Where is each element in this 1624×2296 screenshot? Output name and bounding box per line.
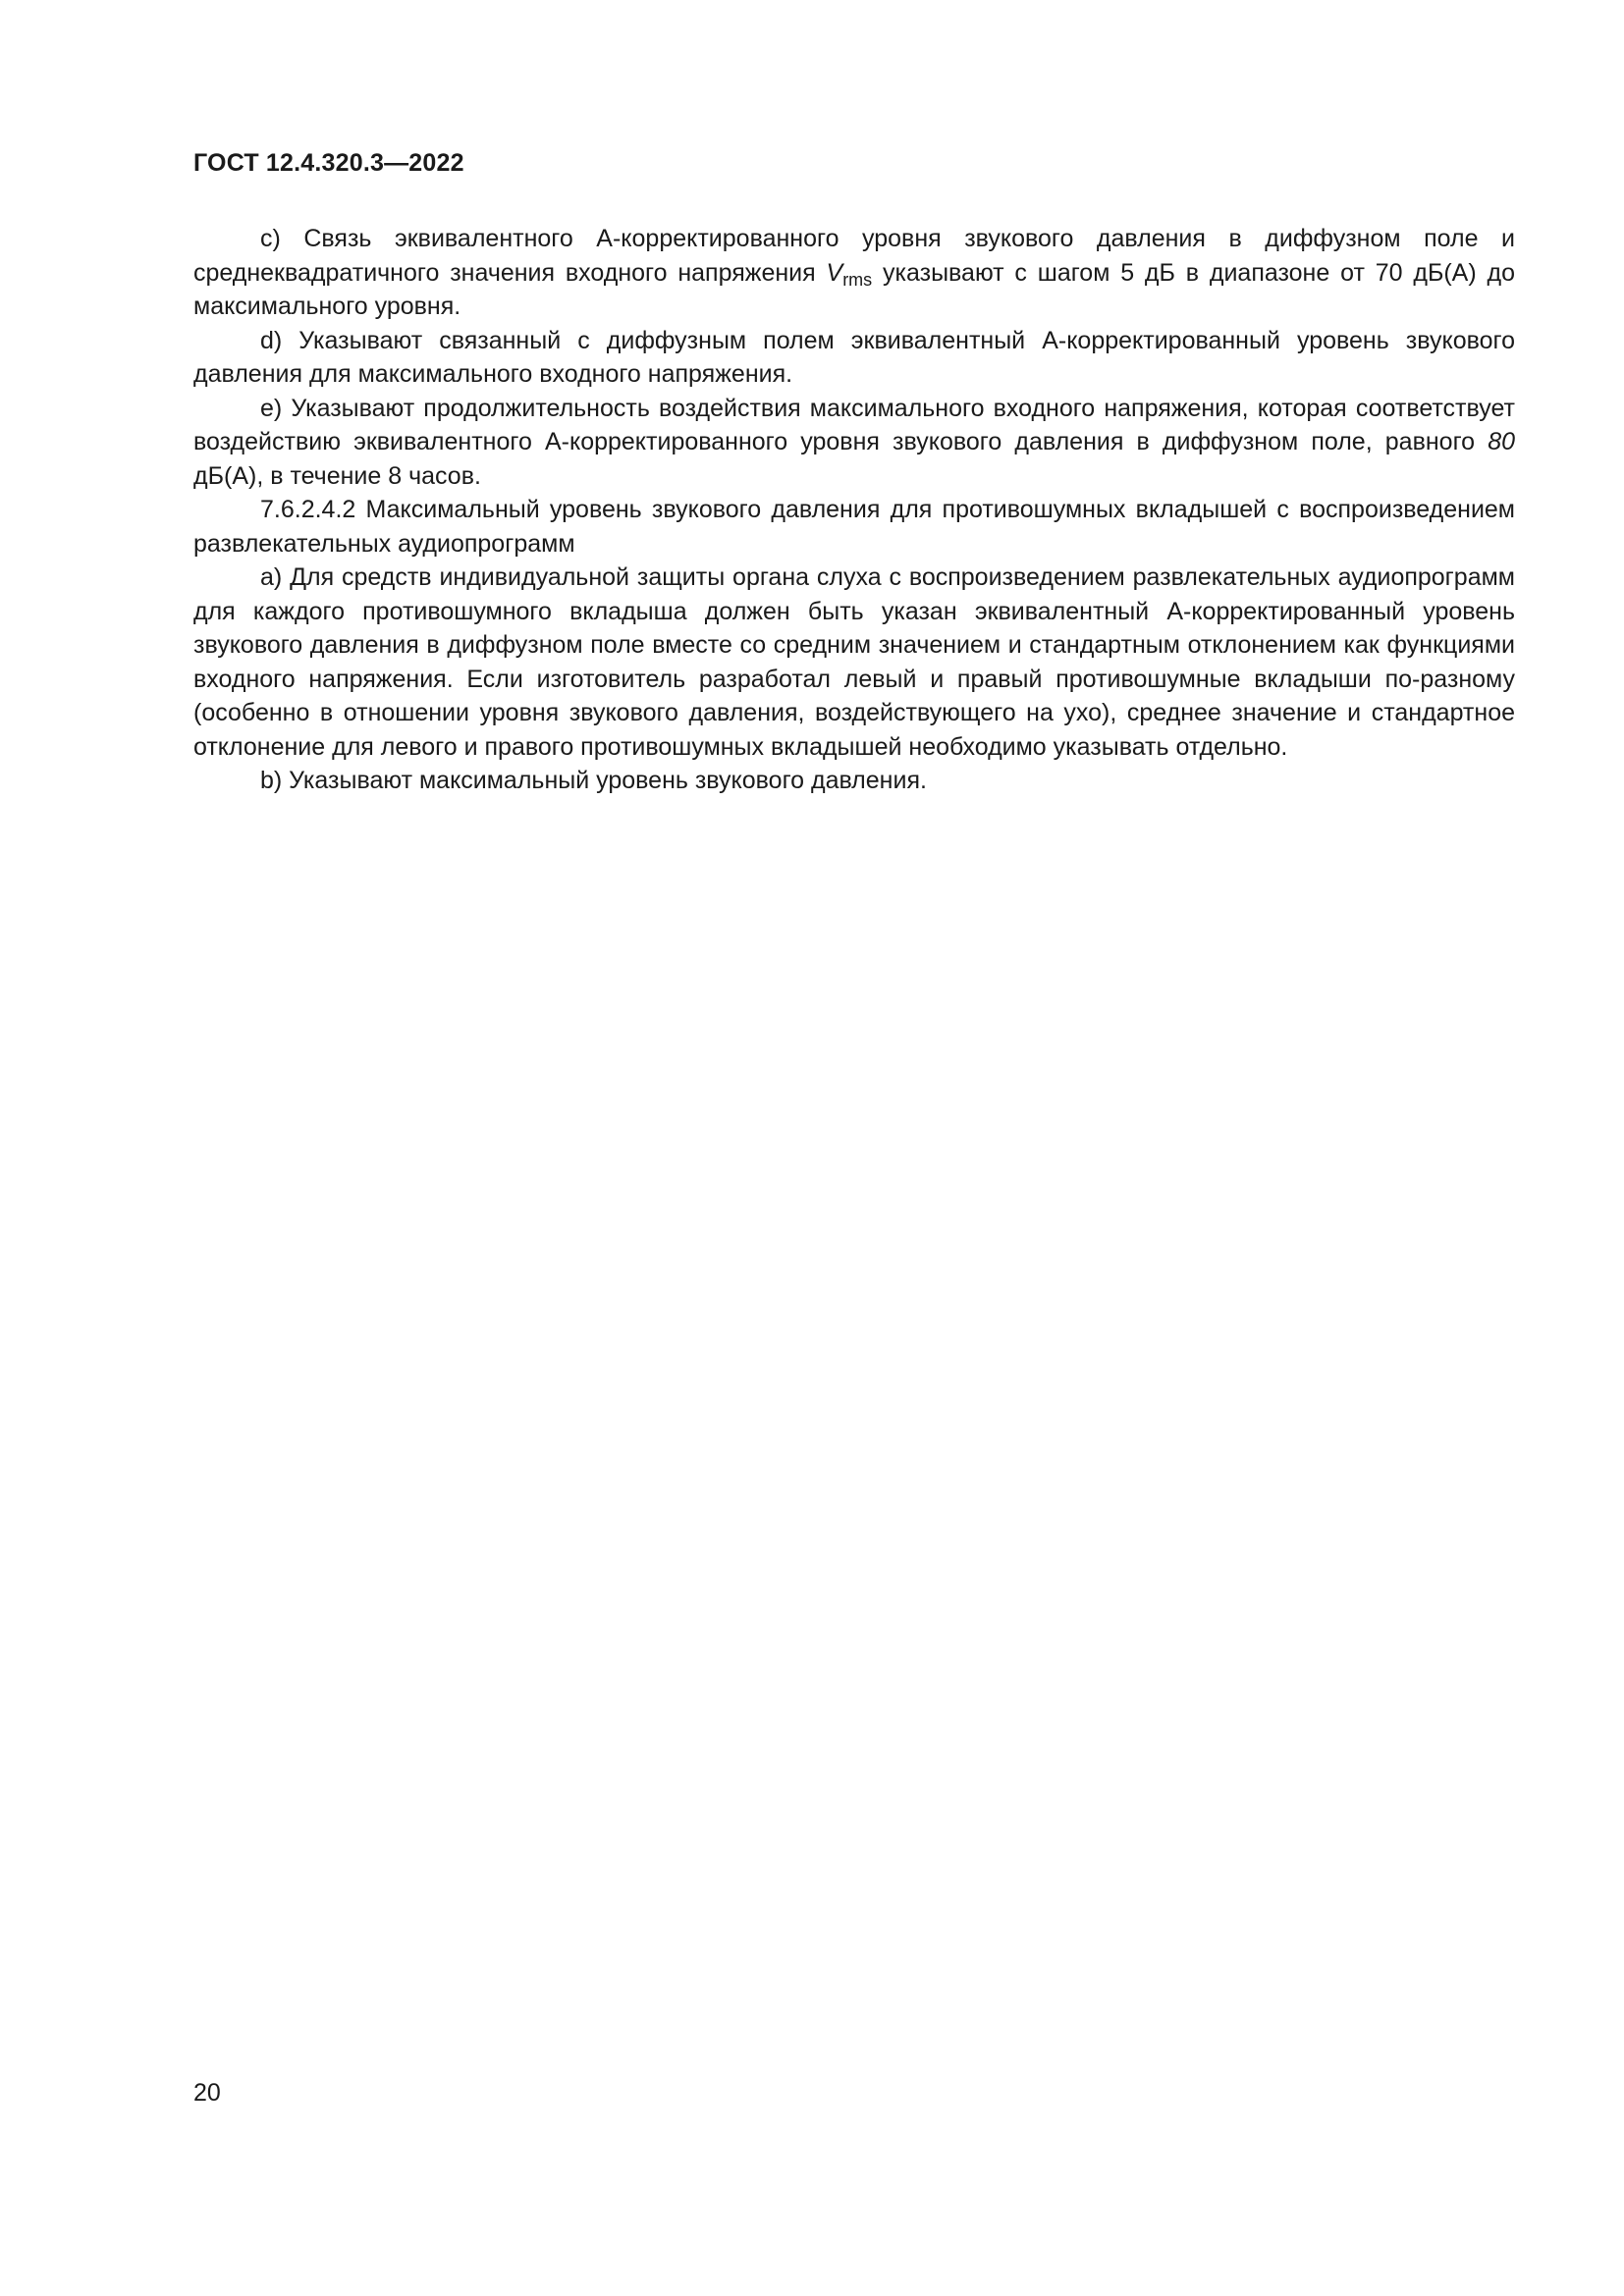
section-heading-7-6-2-4-2: 7.6.2.4.2 Максимальный уровень звукового давления для противошумных вкладышей с воспроизведением развлекательных аудиопрограмм <box>193 496 1515 558</box>
paragraph-b: b) Указывают максимальный уровень звукового давления. <box>260 767 927 794</box>
document-body <box>193 222 1515 798</box>
paragraph-c-text-after: указывают с шагом 5 дБ в диапазоне от 70 дБ(А) до максимального уровня. <box>193 258 1515 320</box>
document-header: ГОСТ 12.4.320.3—2022 <box>193 149 464 177</box>
page-number: 20 <box>193 2079 221 2107</box>
paragraph-e-text-after: дБ(А), в течение 8 часов. <box>193 461 481 490</box>
paragraph-c-text-before: c) Связь эквивалентного А-корректированного уровня звукового давления в диффузном поле и среднеквадратичного значения входного напряжения <box>193 225 1515 287</box>
variable-subscript: rms <box>842 269 873 290</box>
paragraph-a: a) Для средств индивидуальной защиты органа слуха с воспроизведением развлекательных аудиопрограмм для каждого противошумного вкладыша должен быть указан эквивалентный А-корректированный уровень звукового давления в диффузном поле вместе со средним значением и стандартным отклонением как функциями входного напряжения. Если изготовитель разработал левый и правый противошумные вкладыши по-разному (особенно в отношении уровня звукового давления, воздействующего на ухо), среднее значение и стандартное отклонение для левого и правого противошумных вкладышей необходимо указывать отдельно. <box>193 563 1515 761</box>
paragraph-e-text-before: e) Указывают продолжительность воздействия максимального входного напряжения, которая соответствует воздействию эквивалентного А-корректированного уровня звукового давления в диффузном поле, равного <box>193 394 1515 455</box>
paragraph-c <box>193 222 1515 324</box>
italic-value: 80 <box>1488 428 1515 455</box>
paragraph-e <box>193 392 1515 494</box>
variable-v-rms: V <box>826 258 843 287</box>
paragraph-d: d) Указывают связанный с диффузным полем эквивалентный А-корректированный уровень звукового давления для максимального входного напряжения. <box>193 326 1515 388</box>
